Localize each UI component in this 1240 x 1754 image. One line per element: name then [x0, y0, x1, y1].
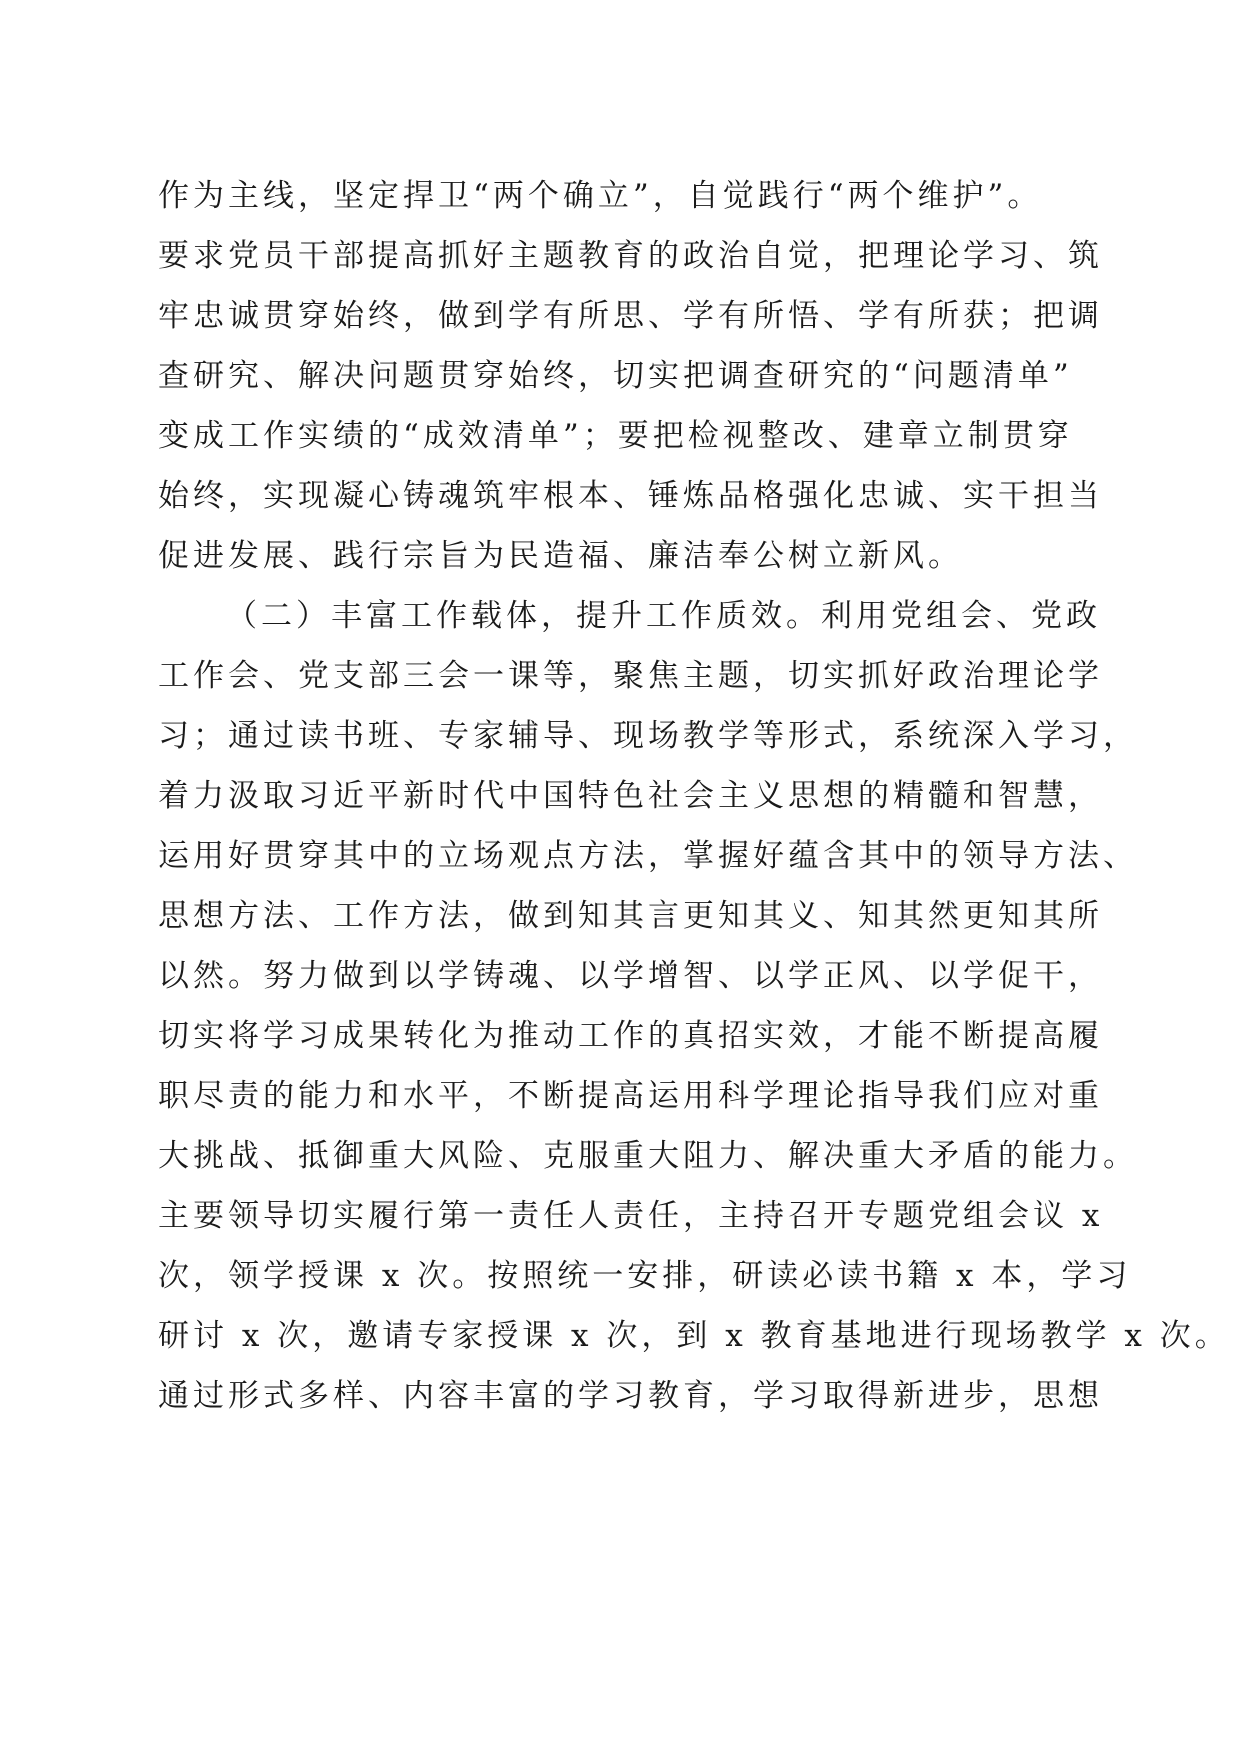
text-line: 运用好贯穿其中的立场观点方法，掌握好蕴含其中的领导方法、: [158, 838, 1138, 874]
text-line: 职尽责的能力和水平，不断提高运用科学理论指导我们应对重: [158, 1078, 1103, 1114]
text-line: 以然。努力做到以学铸魂、以学增智、以学正风、以学促干，: [158, 958, 1103, 994]
text-line: 始终，实现凝心铸魂筑牢根本、锤炼品格强化忠诚、实干担当: [158, 478, 1103, 514]
text-line: 思想方法、工作方法，做到知其言更知其义、知其然更知其所: [158, 898, 1103, 934]
text-line: 工作会、党支部三会一课等，聚焦主题，切实抓好政治理论学: [158, 658, 1103, 694]
body-text: [158, 166, 1230, 1426]
text-line: 研讨 x 次，邀请专家授课 x 次，到 x 教育基地进行现场教学 x 次。: [158, 1318, 1230, 1354]
text-line: 促进发展、践行宗旨为民造福、廉洁奉公树立新风。: [158, 538, 963, 574]
text-line: 主要领导切实履行第一责任人责任，主持召开专题党组会议 x: [158, 1198, 1104, 1234]
text-line: 要求党员干部提高抓好主题教育的政治自觉，把理论学习、筑: [158, 238, 1103, 274]
text-line: 大挑战、抵御重大风险、克服重大阻力、解决重大矛盾的能力。: [158, 1138, 1138, 1174]
text-line: 次，领学授课 x 次。按照统一安排，研读必读书籍 x 本，学习: [158, 1258, 1132, 1294]
text-line: 习；通过读书班、专家辅导、现场教学等形式，系统深入学习，: [158, 718, 1138, 754]
text-line: 着力汲取习近平新时代中国特色社会主义思想的精髓和智慧，: [158, 778, 1103, 814]
text-line: 查研究、解决问题贯穿始终，切实把调查研究的“问题清单”: [158, 358, 1073, 394]
text-line: 切实将学习成果转化为推动工作的真招实效，才能不断提高履: [158, 1018, 1103, 1054]
text-line: 牢忠诚贯穿始终，做到学有所思、学有所悟、学有所获；把调: [158, 298, 1103, 334]
text-line: 作为主线，坚定捍卫“两个确立”，自觉践行“两个维护”。: [158, 178, 1043, 214]
text-line: 变成工作实绩的“成效清单”；要把检视整改、建章立制贯穿: [158, 418, 1073, 454]
text-line: 通过形式多样、内容丰富的学习教育，学习取得新进步，思想: [158, 1378, 1103, 1414]
section-heading-line: （二）丰富工作载体，提升工作质效。利用党组会、党政: [226, 598, 1101, 634]
